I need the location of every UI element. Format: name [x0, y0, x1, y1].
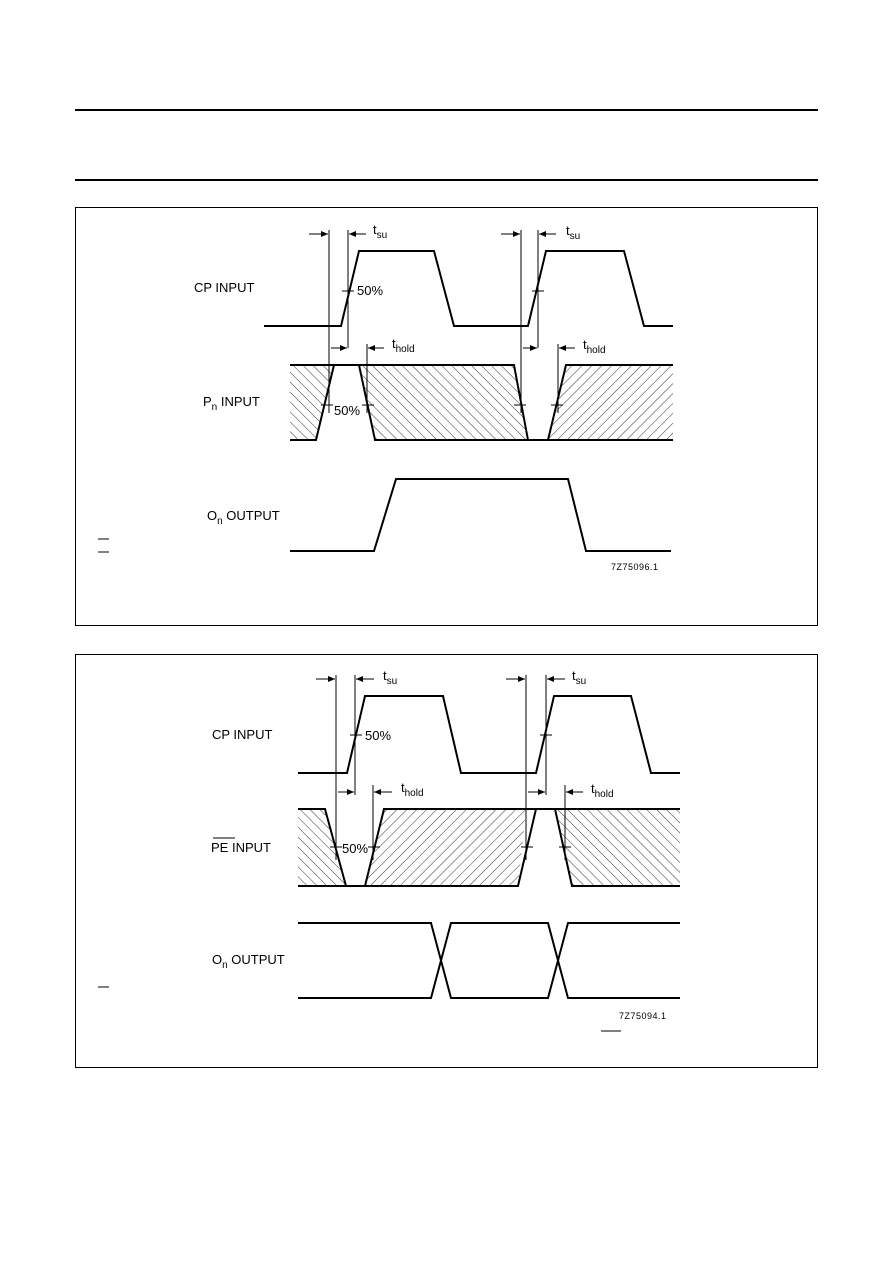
pe-hatch-region-3 — [555, 809, 680, 886]
thold2-label-1: $t_{hold}$ — [401, 780, 424, 799]
tsu2-arrowhead-1a — [328, 676, 335, 682]
tsu2-arrowhead-1b — [356, 676, 363, 682]
tsu-arrowhead-2b — [539, 231, 546, 237]
tsu2-arrowhead-2b — [547, 676, 554, 682]
tsu-arrowhead-2a — [513, 231, 520, 237]
pct2-label-cp: 50% — [365, 728, 392, 743]
thold-arrowhead-1a — [340, 345, 347, 351]
tsu-arrowhead-1a — [321, 231, 328, 237]
pn-hatch-region-1 — [290, 365, 334, 440]
cp-input-label: CP INPUT — [194, 280, 255, 295]
tsu2-arrowhead-2a — [518, 676, 525, 682]
on-output-high-line — [298, 923, 680, 998]
on-output-waveform — [290, 479, 671, 551]
header-rule-bottom — [75, 179, 818, 181]
on-output-label-2: $O_n$ OUTPUT — [212, 952, 285, 971]
tsu2-label-1: $t_{su}$ — [383, 668, 398, 687]
pct2-label-pe: 50% — [342, 841, 369, 856]
pct-label-cp: 50% — [357, 283, 384, 298]
thold2-arrowhead-2a — [538, 789, 545, 795]
timing-diagram-parallel-data — [75, 207, 818, 626]
tsu-label-2: $t_{su}$ — [566, 223, 581, 242]
figure-code: 7Z75096.1 — [611, 562, 659, 572]
tsu-arrowhead-1b — [349, 231, 356, 237]
tsu-label-1: $t_{su}$ — [373, 222, 388, 241]
thold-label-2: $t_{hold}$ — [583, 337, 606, 356]
tsu2-label-2: $t_{su}$ — [572, 668, 587, 687]
thold2-arrowhead-1a — [347, 789, 354, 795]
header-rule-top — [75, 109, 818, 111]
timing-diagram-parallel-enable — [75, 654, 818, 1068]
pct-label-pn: 50% — [334, 403, 361, 418]
pe-input-label: PE INPUT — [211, 840, 271, 855]
pn-input-label: $P_n$ INPUT — [203, 394, 260, 413]
pn-hatch-region-3 — [548, 365, 673, 440]
timing-diagram-2-svg — [76, 655, 817, 1067]
thold2-arrowhead-1b — [374, 789, 381, 795]
figure-code-2: 7Z75094.1 — [619, 1011, 667, 1021]
on-output-low-line — [298, 923, 680, 998]
thold-arrowhead-2b — [559, 345, 566, 351]
cp-input-waveform — [264, 251, 673, 326]
on-output-label: $O_n$ OUTPUT — [207, 508, 280, 527]
timing-diagram-1-svg — [76, 208, 817, 625]
thold2-arrowhead-2b — [566, 789, 573, 795]
pn-hatch-region-2 — [359, 365, 528, 440]
pe-hatch-region-2 — [365, 809, 526, 886]
thold2-label-2: $t_{hold}$ — [591, 781, 614, 800]
thold-arrowhead-1b — [368, 345, 375, 351]
thold-arrowhead-2a — [530, 345, 537, 351]
cp-input-label-2: CP INPUT — [212, 727, 273, 742]
thold-label-1: $t_{hold}$ — [392, 336, 415, 355]
